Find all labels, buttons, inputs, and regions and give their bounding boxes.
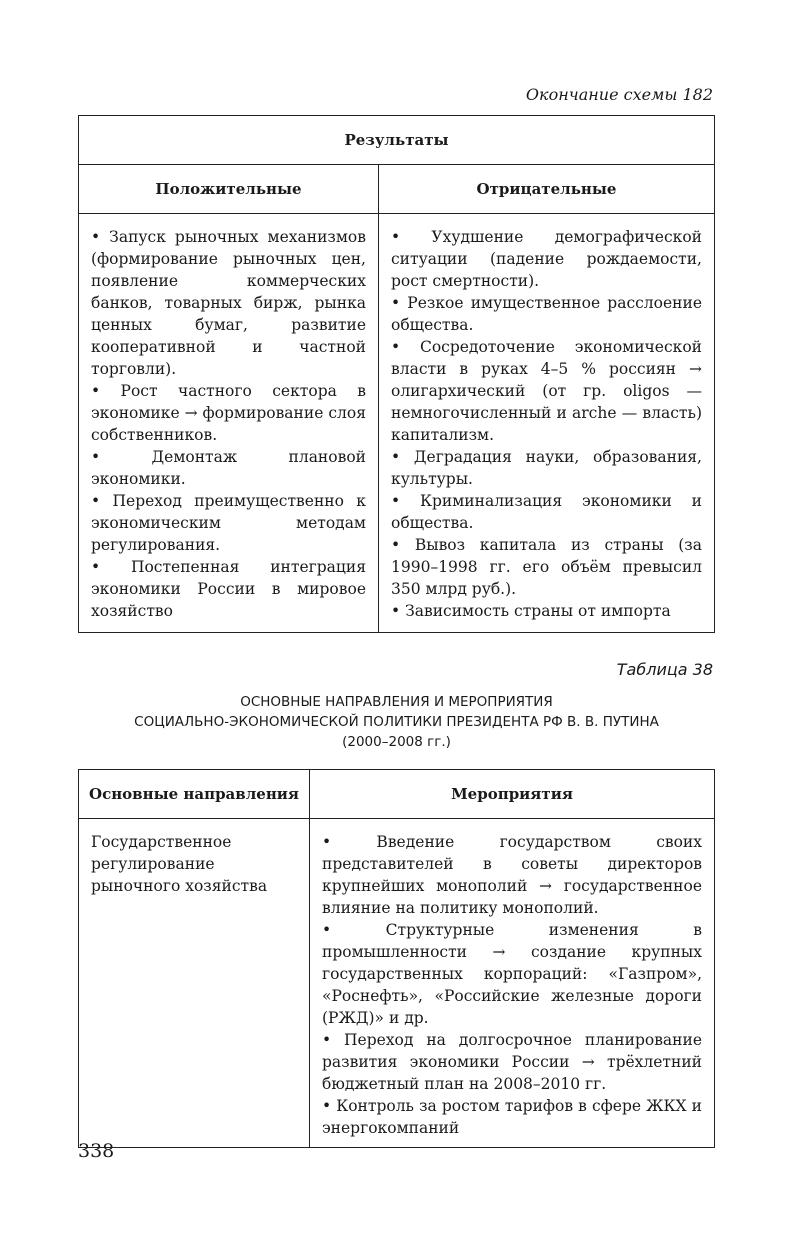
list-item: • Демонтаж плановой экономики. xyxy=(91,448,366,488)
title-line: ОСНОВНЫЕ НАПРАВЛЕНИЯ И МЕРОПРИЯТИЯ xyxy=(240,694,553,710)
directions-header: Основные направления xyxy=(79,770,310,819)
list-item: • Резкое имущественное расслоение общества. xyxy=(391,294,702,334)
list-item: • Переход преимущественно к экономическим методам регулирования. xyxy=(91,492,366,554)
policy-table xyxy=(78,769,715,1148)
negative-header: Отрицательные xyxy=(379,165,715,214)
direction-cell xyxy=(79,819,310,1148)
table-title xyxy=(78,692,715,752)
list-item: • Криминализация экономики и общества. xyxy=(391,492,702,532)
results-table xyxy=(78,115,715,633)
list-item: • Деградация науки, образования, культуры. xyxy=(391,448,702,488)
table-label: Таблица 38 xyxy=(616,660,713,679)
list-item: • Вывоз капитала из страны (за 1990–1998 гг. его объём превысил 350 млрд руб.). xyxy=(391,536,702,598)
negative-cell xyxy=(379,214,715,633)
list-item: • Введение государством своих представителей в советы директоров крупнейших монополий → государственное влияние на политику монополий. xyxy=(322,833,702,917)
list-item: • Ухудшение демографической ситуации (падение рождаемости, рост смертности). xyxy=(391,228,702,290)
results-title: Результаты xyxy=(79,116,715,165)
list-item: • Запуск рыночных механизмов (формирование рыночных цен, появление коммерческих банков, товарных бирж, рынка ценных бумаг, развитие кооперативной и частной торговли). xyxy=(91,228,366,378)
page-number: 338 xyxy=(78,1140,115,1162)
measures-cell xyxy=(310,819,715,1148)
list-item: • Переход на долгосрочное планирование развития экономики России → трёхлетний бюджетный план на 2008–2010 гг. xyxy=(322,1031,702,1093)
list-item: • Сосредоточение экономической власти в руках 4–5 % россиян → олигархический (от гр. oligos — немногочисленный и arche — власть) капитализм. xyxy=(391,338,702,444)
title-line: (2000–2008 гг.) xyxy=(342,734,451,750)
list-item: • Зависимость страны от импорта xyxy=(391,602,671,620)
measures-header: Мероприятия xyxy=(310,770,715,819)
list-item: • Рост частного сектора в экономике → формирование слоя собственников. xyxy=(91,382,366,444)
direction-text: Государственное регулирование рыночного хозяйства xyxy=(91,833,268,895)
list-item: • Контроль за ростом тарифов в сфере ЖКХ и энергокомпаний xyxy=(322,1097,702,1137)
positive-cell xyxy=(79,214,379,633)
page-caption: Окончание схемы 182 xyxy=(525,85,713,104)
list-item: • Структурные изменения в промышленности → создание крупных государственных корпораций: «Газпром», «Роснефть», «Российские железные дороги (РЖД)» и др. xyxy=(322,921,702,1027)
list-item: • Постепенная интеграция экономики России в мировое хозяйство xyxy=(91,558,366,620)
positive-header: Положительные xyxy=(79,165,379,214)
title-line: СОЦИАЛЬНО-ЭКОНОМИЧЕСКОЙ ПОЛИТИКИ ПРЕЗИДЕНТА РФ В. В. ПУТИНА xyxy=(134,714,659,730)
